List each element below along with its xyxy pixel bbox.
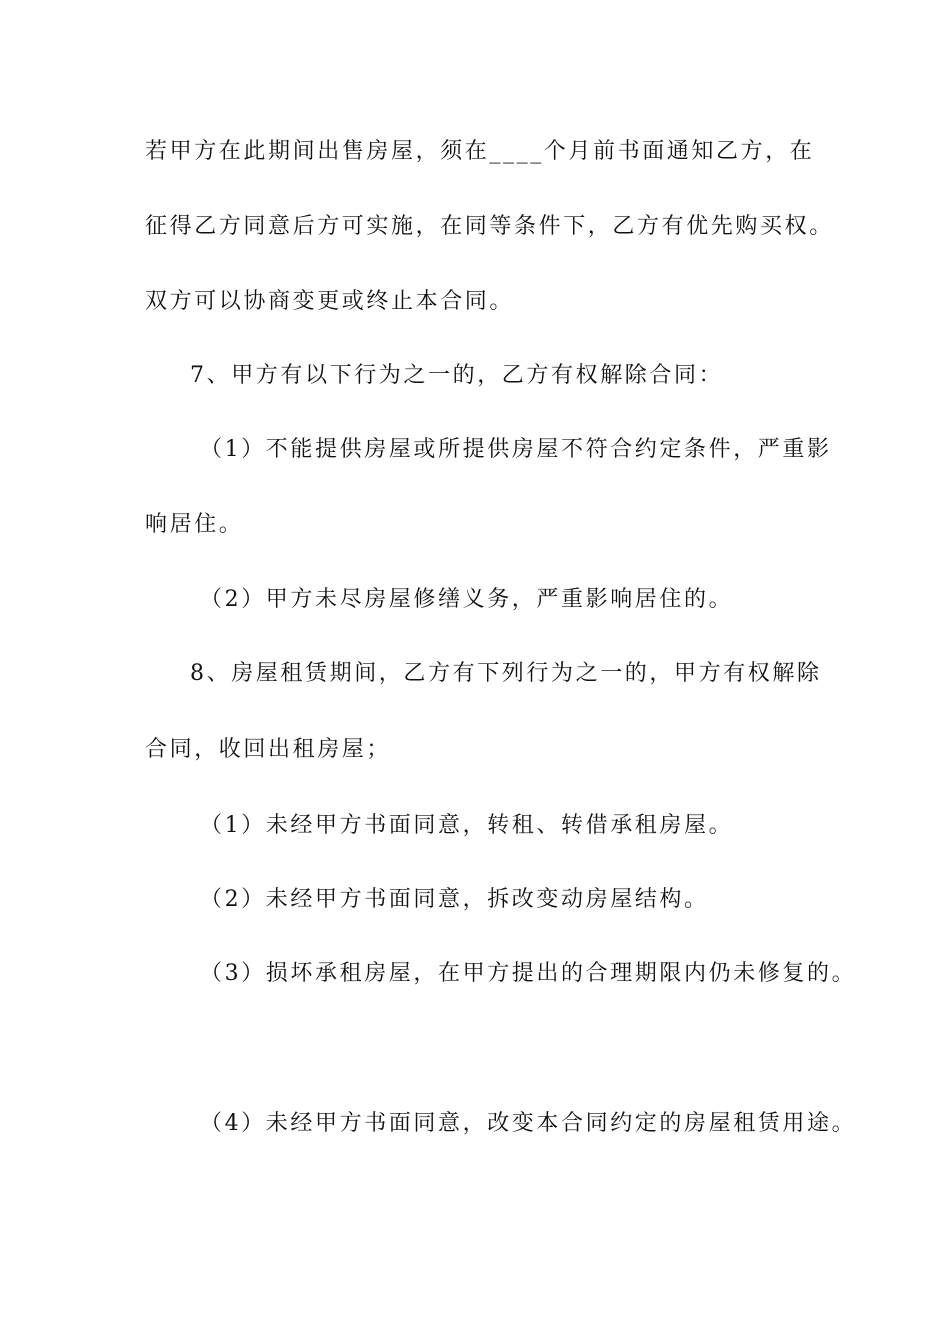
clause-8-heading: 8、房屋租赁期间，乙方有下列行为之一的，甲方有权解除 bbox=[190, 661, 822, 686]
paragraph-line-negotiate-change: 双方可以协商变更或终止本合同。 bbox=[145, 289, 515, 314]
clause-8-heading-continued: 合同，收回出租房屋； bbox=[145, 737, 392, 762]
paragraph-line-priority-purchase: 征得乙方同意后方可实施，在同等条件下，乙方有优先购买权。 bbox=[145, 214, 834, 239]
clause-8-item-2: （2）未经甲方书面同意，拆改变动房屋结构。 bbox=[200, 887, 709, 912]
clause-8-item-4: （4）未经甲方书面同意，改变本合同约定的房屋租赁用途。 bbox=[200, 1111, 857, 1136]
clause-8-item-3: （3）损坏承租房屋，在甲方提出的合理期限内仍未修复的。 bbox=[200, 961, 857, 986]
clause-7-heading: 7、甲方有以下行为之一的，乙方有权解除合同： bbox=[190, 363, 724, 388]
clause-7-item-1: （1）不能提供房屋或所提供房屋不符合约定条件，严重影 bbox=[200, 437, 832, 462]
clause-7-item-2: （2）甲方未尽房屋修缮义务，严重影响居住的。 bbox=[200, 587, 734, 612]
paragraph-line-sale-notice: 若甲方在此期间出售房屋，须在____个月前书面通知乙方，在 bbox=[145, 139, 815, 164]
clause-7-item-1-continued: 响居住。 bbox=[145, 512, 244, 537]
clause-8-item-1: （1）未经甲方书面同意，转租、转借承租房屋。 bbox=[200, 813, 734, 838]
